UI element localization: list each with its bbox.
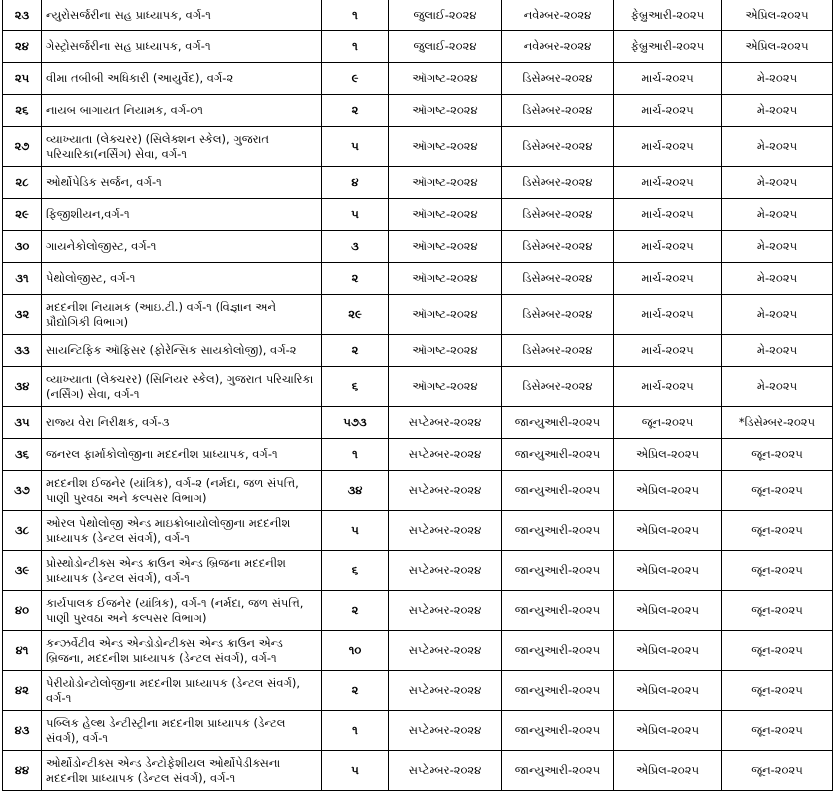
advertisement-month-cell: સપ્ટેમ્બર-૨૦૨૪ [389,751,502,791]
table-row [3,0,833,31]
table-row [3,263,833,295]
advertisement-month-cell: ઑગષ્ટ-૨૦૨૪ [389,127,502,167]
serial-number-cell: ૩૪ [3,367,42,407]
result-month-cell: એપ્રિલ-૨૦૨૫ [614,439,722,471]
post-name-cell: પેરીયોડોન્ટોલોજીના મદદનીશ પ્રાધ્યાપક (ડેન્ટલ સંવર્ગ), વર્ગ-૧ [42,671,322,711]
post-name-cell: પ્રોસ્થોડોન્ટીક્સ એન્ડ ક્રાઉન એન્ડ બ્રિજના મદદનીશ પ્રાધ્યાપક (ડેન્ટલ સંવર્ગ), વર્ગ-૧ [42,551,322,591]
preliminary-exam-month-cell: ડિસેમ્બર-૨૦૨૪ [502,263,614,295]
result-month-cell: માર્ચ-૨૦૨૫ [614,167,722,199]
interview-month-cell: મે-૨૦૨૫ [722,335,833,367]
advertisement-month-cell: ઑગષ્ટ-૨૦૨૪ [389,367,502,407]
post-name-cell: ગાયનેકોલોજીસ્ટ, વર્ગ-૧ [42,231,322,263]
result-month-cell: એપ્રિલ-૨૦૨૫ [614,511,722,551]
table-row [3,199,833,231]
vacancies-cell: ૫૭૩ [322,407,389,439]
post-name-cell: વ્યાખ્યાતા (લેક્ચરર) (સિલેક્શન સ્કેલ), ગુજરાત પરિચારિકા(નર્સિંગ) સેવા, વર્ગ-૧ [42,127,322,167]
vacancies-cell: ૩ [322,231,389,263]
advertisement-month-cell: સપ્ટેમ્બર-૨૦૨૪ [389,671,502,711]
vacancies-cell: ૨ [322,671,389,711]
serial-number-cell: ૨૮ [3,167,42,199]
table-row [3,471,833,511]
preliminary-exam-month-cell: જાન્યુઆરી-૨૦૨૫ [502,751,614,791]
advertisement-month-cell: ઑગષ્ટ-૨૦૨૪ [389,63,502,95]
serial-number-cell: ૨૭ [3,127,42,167]
advertisement-month-cell: સપ્ટેમ્બર-૨૦૨૪ [389,439,502,471]
serial-number-cell: ૩૧ [3,263,42,295]
post-name-cell: જનરલ ફાર્માકોલોજીના મદદનીશ પ્રાધ્યાપક, વર્ગ-૧ [42,439,322,471]
interview-month-cell: એપ્રિલ-૨૦૨૫ [722,0,833,31]
serial-number-cell: ૨૫ [3,63,42,95]
serial-number-cell: ૪૦ [3,591,42,631]
vacancies-cell: ૫ [322,199,389,231]
table-row [3,407,833,439]
advertisement-month-cell: સપ્ટેમ્બર-૨૦૨૪ [389,407,502,439]
vacancies-cell: ૨ [322,591,389,631]
result-month-cell: એપ્રિલ-૨૦૨૫ [614,591,722,631]
serial-number-cell: ૪૧ [3,631,42,671]
preliminary-exam-month-cell: ડિસેમ્બર-૨૦૨૪ [502,95,614,127]
result-month-cell: એપ્રિલ-૨૦૨૫ [614,751,722,791]
advertisement-month-cell: જુલાઈ-૨૦૨૪ [389,0,502,31]
preliminary-exam-month-cell: ડિસેમ્બર-૨૦૨૪ [502,63,614,95]
interview-month-cell: જૂન-૨૦૨૫ [722,711,833,751]
vacancies-cell: ૨ [322,335,389,367]
interview-month-cell: મે-૨૦૨૫ [722,127,833,167]
advertisement-month-cell: સપ્ટેમ્બર-૨૦૨૪ [389,711,502,751]
interview-month-cell: મે-૨૦૨૫ [722,167,833,199]
preliminary-exam-month-cell: જાન્યુઆરી-૨૦૨૫ [502,511,614,551]
interview-month-cell: જૂન-૨૦૨૫ [722,591,833,631]
table-row [3,95,833,127]
preliminary-exam-month-cell: જાન્યુઆરી-૨૦૨૫ [502,591,614,631]
serial-number-cell: ૩૯ [3,551,42,591]
table-row [3,335,833,367]
preliminary-exam-month-cell: નવેમ્બર-૨૦૨૪ [502,31,614,63]
post-name-cell: મદદનીશ ઈજનેર (યાંત્રિક), વર્ગ-૨ (નર્મદા, જળ સંપત્તિ, પાણી પુરવઠા અને કલ્પસર વિભાગ) [42,471,322,511]
vacancies-cell: ૬ [322,367,389,407]
table-row [3,591,833,631]
table-row [3,711,833,751]
table-row [3,551,833,591]
vacancies-cell: ૧ [322,711,389,751]
vacancies-cell: ૨૯ [322,295,389,335]
post-name-cell: ઓર્થોપેડિક સર્જન, વર્ગ-૧ [42,167,322,199]
serial-number-cell: ૩૩ [3,335,42,367]
table-row [3,31,833,63]
preliminary-exam-month-cell: જાન્યુઆરી-૨૦૨૫ [502,671,614,711]
interview-month-cell: મે-૨૦૨૫ [722,231,833,263]
table-row [3,167,833,199]
result-month-cell: એપ્રિલ-૨૦૨૫ [614,631,722,671]
interview-month-cell: મે-૨૦૨૫ [722,367,833,407]
interview-month-cell: મે-૨૦૨૫ [722,263,833,295]
preliminary-exam-month-cell: ડિસેમ્બર-૨૦૨૪ [502,199,614,231]
advertisement-month-cell: સપ્ટેમ્બર-૨૦૨૪ [389,551,502,591]
interview-month-cell: જૂન-૨૦૨૫ [722,471,833,511]
advertisement-month-cell: સપ્ટેમ્બર-૨૦૨૪ [389,471,502,511]
post-name-cell: નાયબ બાગાયત નિયામક, વર્ગ-૦૧ [42,95,322,127]
vacancies-cell: ૫ [322,751,389,791]
post-name-cell: ઓર્થોડોન્ટીક્સ એન્ડ ડેન્ટોફેશીયલ ઓર્થોપેડીક્સના મદદનીશ પ્રાધ્યાપક (ડેન્ટલ સંવર્ગ), વર્ગ-૧ [42,751,322,791]
serial-number-cell: ૩૦ [3,231,42,263]
table-row [3,439,833,471]
interview-month-cell: મે-૨૦૨૫ [722,295,833,335]
table-row [3,511,833,551]
preliminary-exam-month-cell: જાન્યુઆરી-૨૦૨૫ [502,711,614,751]
result-month-cell: એપ્રિલ-૨૦૨૫ [614,711,722,751]
preliminary-exam-month-cell: જાન્યુઆરી-૨૦૨૫ [502,407,614,439]
interview-month-cell: જૂન-૨૦૨૫ [722,439,833,471]
result-month-cell: માર્ચ-૨૦૨૫ [614,127,722,167]
advertisement-month-cell: ઑગષ્ટ-૨૦૨૪ [389,95,502,127]
preliminary-exam-month-cell: ડિસેમ્બર-૨૦૨૪ [502,167,614,199]
serial-number-cell: ૩૫ [3,407,42,439]
advertisement-month-cell: જુલાઈ-૨૦૨૪ [389,31,502,63]
post-name-cell: ઓરલ પેથોલોજી એન્ડ માઇક્રોબાયોલોજીના મદદનીશ પ્રાધ્યાપક (ડેન્ટલ સંવર્ગ), વર્ગ-૧ [42,511,322,551]
vacancies-cell: ૪ [322,167,389,199]
table-row [3,63,833,95]
vacancies-cell: ૫ [322,127,389,167]
vacancies-cell: ૬ [322,551,389,591]
table-row [3,631,833,671]
preliminary-exam-month-cell: ડિસેમ્બર-૨૦૨૪ [502,295,614,335]
interview-month-cell: જૂન-૨૦૨૫ [722,551,833,591]
interview-month-cell: *ડિસેમ્બર-૨૦૨૫ [722,407,833,439]
advertisement-month-cell: ઑગષ્ટ-૨૦૨૪ [389,335,502,367]
table-row [3,127,833,167]
serial-number-cell: ૨૬ [3,95,42,127]
table-row [3,295,833,335]
preliminary-exam-month-cell: જાન્યુઆરી-૨૦૨૫ [502,551,614,591]
preliminary-exam-month-cell: જાન્યુઆરી-૨૦૨૫ [502,471,614,511]
post-name-cell: પેથોલોજીસ્ટ, વર્ગ-૧ [42,263,322,295]
preliminary-exam-month-cell: ડિસેમ્બર-૨૦૨૪ [502,335,614,367]
post-name-cell: વ્યાખ્યાતા (લેક્ચરર) (સિનિયર સ્કેલ), ગુજરાત પરિચારિકા (નર્સિંગ) સેવા, વર્ગ-૧ [42,367,322,407]
result-month-cell: ફેબ્રુઆરી-૨૦૨૫ [614,0,722,31]
serial-number-cell: ૩૨ [3,295,42,335]
recruitment-schedule-table [2,0,833,791]
vacancies-cell: ૨ [322,263,389,295]
table-body [3,0,833,791]
post-name-cell: ગેસ્ટ્રોસર્જરીના સહ પ્રાધ્યાપક, વર્ગ-૧ [42,31,322,63]
result-month-cell: એપ્રિલ-૨૦૨૫ [614,471,722,511]
preliminary-exam-month-cell: ડિસેમ્બર-૨૦૨૪ [502,127,614,167]
result-month-cell: માર્ચ-૨૦૨૫ [614,95,722,127]
preliminary-exam-month-cell: ડિસેમ્બર-૨૦૨૪ [502,231,614,263]
vacancies-cell: ૧ [322,0,389,31]
interview-month-cell: એપ્રિલ-૨૦૨૫ [722,31,833,63]
serial-number-cell: ૨૩ [3,0,42,31]
interview-month-cell: જૂન-૨૦૨૫ [722,671,833,711]
vacancies-cell: ૩૪ [322,471,389,511]
post-name-cell: વીમા તબીબી અધિકારી (આયુર્વેદ), વર્ગ-૨ [42,63,322,95]
vacancies-cell: ૧ [322,439,389,471]
interview-month-cell: જૂન-૨૦૨૫ [722,631,833,671]
vacancies-cell: ૯ [322,63,389,95]
post-name-cell: રાજ્ય વેરા નિરીક્ષક, વર્ગ-૩ [42,407,322,439]
table-row [3,671,833,711]
advertisement-month-cell: ઑગષ્ટ-૨૦૨૪ [389,295,502,335]
preliminary-exam-month-cell: જાન્યુઆરી-૨૦૨૫ [502,439,614,471]
serial-number-cell: ૨૪ [3,31,42,63]
serial-number-cell: ૪૨ [3,671,42,711]
result-month-cell: જૂન-૨૦૨૫ [614,407,722,439]
post-name-cell: મદદનીશ નિયામક (આઇ.ટી.) વર્ગ-૧ (વિજ્ઞાન અને પ્રૌદ્યોગિકી વિભાગ) [42,295,322,335]
post-name-cell: પબ્લિક હેલ્થ ડેન્ટીસ્ટ્રીના મદદનીશ પ્રાધ્યાપક (ડેન્ટલ સંવર્ગ), વર્ગ-૧ [42,711,322,751]
result-month-cell: માર્ચ-૨૦૨૫ [614,335,722,367]
advertisement-month-cell: ઑગષ્ટ-૨૦૨૪ [389,199,502,231]
result-month-cell: એપ્રિલ-૨૦૨૫ [614,551,722,591]
result-month-cell: ફેબ્રુઆરી-૨૦૨૫ [614,31,722,63]
vacancies-cell: ૧૦ [322,631,389,671]
result-month-cell: માર્ચ-૨૦૨૫ [614,263,722,295]
post-name-cell: કાર્યપાલક ઈજનેર (યાંત્રિક), વર્ગ-૧ (નર્મદા, જળ સંપત્તિ, પાણી પુરવઠા અને કલ્પસર વિભાગ) [42,591,322,631]
interview-month-cell: મે-૨૦૨૫ [722,95,833,127]
result-month-cell: માર્ચ-૨૦૨૫ [614,63,722,95]
advertisement-month-cell: સપ્ટેમ્બર-૨૦૨૪ [389,511,502,551]
table-row [3,751,833,791]
result-month-cell: માર્ચ-૨૦૨૫ [614,231,722,263]
vacancies-cell: ૧ [322,31,389,63]
serial-number-cell: ૩૭ [3,471,42,511]
serial-number-cell: ૨૯ [3,199,42,231]
advertisement-month-cell: સપ્ટેમ્બર-૨૦૨૪ [389,591,502,631]
vacancies-cell: ૨ [322,95,389,127]
preliminary-exam-month-cell: નવેમ્બર-૨૦૨૪ [502,0,614,31]
serial-number-cell: ૩૬ [3,439,42,471]
advertisement-month-cell: ઑગષ્ટ-૨૦૨૪ [389,231,502,263]
serial-number-cell: ૪૪ [3,751,42,791]
serial-number-cell: ૪૩ [3,711,42,751]
post-name-cell: સાયન્ટિફિક ઑફિસર (ફોરેન્સિક સાયકોલોજી), વર્ગ-૨ [42,335,322,367]
interview-month-cell: જૂન-૨૦૨૫ [722,751,833,791]
result-month-cell: માર્ચ-૨૦૨૫ [614,199,722,231]
post-name-cell: ફિજીશીયન,વર્ગ-૧ [42,199,322,231]
post-name-cell: ન્યુરોસર્જરીના સહ પ્રાધ્યાપક, વર્ગ-૧ [42,0,322,31]
vacancies-cell: ૫ [322,511,389,551]
result-month-cell: માર્ચ-૨૦૨૫ [614,295,722,335]
result-month-cell: માર્ચ-૨૦૨૫ [614,367,722,407]
advertisement-month-cell: ઑગષ્ટ-૨૦૨૪ [389,263,502,295]
serial-number-cell: ૩૮ [3,511,42,551]
preliminary-exam-month-cell: જાન્યુઆરી-૨૦૨૫ [502,631,614,671]
preliminary-exam-month-cell: ડિસેમ્બર-૨૦૨૪ [502,367,614,407]
post-name-cell: કન્ઝર્વેટીવ એન્ડ એન્ડોડોન્ટીક્સ એન્ડ ક્રાઉન એન્ડ બ્રિજના, મદદનીશ પ્રાધ્યાપક (ડેન્ટલ સંવર્ગ), વર્ગ-૧ [42,631,322,671]
advertisement-month-cell: ઑગષ્ટ-૨૦૨૪ [389,167,502,199]
table-row [3,231,833,263]
table-row [3,367,833,407]
result-month-cell: એપ્રિલ-૨૦૨૫ [614,671,722,711]
interview-month-cell: મે-૨૦૨૫ [722,63,833,95]
interview-month-cell: જૂન-૨૦૨૫ [722,511,833,551]
advertisement-month-cell: સપ્ટેમ્બર-૨૦૨૪ [389,631,502,671]
interview-month-cell: મે-૨૦૨૫ [722,199,833,231]
